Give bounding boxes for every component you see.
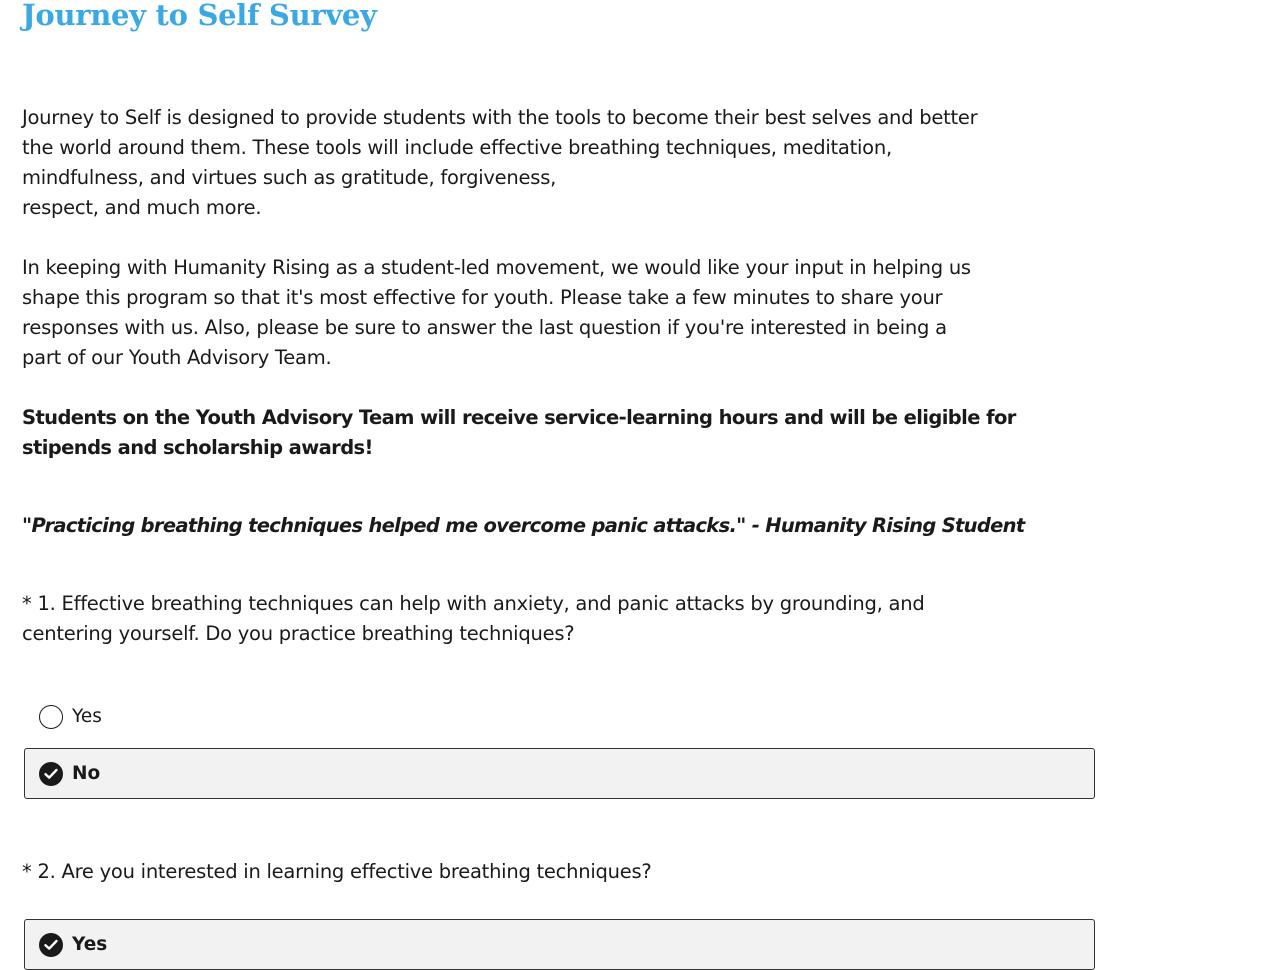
- intro-line: In keeping with Humanity Rising as a student-led movement, we would like your input in helping us: [22, 256, 971, 279]
- intro-line: part of our Youth Advisory Team.: [22, 346, 332, 369]
- intro-line: responses with us. Also, please be sure to answer the last question if you're interested in being a: [22, 316, 947, 339]
- intro-paragraph-1: [22, 103, 1097, 223]
- option-label: Yes: [72, 705, 102, 727]
- intro-line: shape this program so that it's most effective for youth. Please take a few minutes to share your: [22, 286, 943, 309]
- question-1-option-no[interactable]: [24, 748, 1095, 799]
- question-2-options: [22, 919, 1097, 970]
- question-line: * 2. Are you interested in learning effective breathing techniques?: [22, 860, 652, 883]
- intro-paragraph-2: [22, 253, 1097, 373]
- question-1-text: [22, 589, 1097, 649]
- intro-line: Journey to Self is designed to provide students with the tools to become their best selves and better: [22, 106, 978, 129]
- note-line: Students on the Youth Advisory Team will receive service-learning hours and will be eligible for: [22, 406, 1016, 429]
- survey-page: [22, 0, 1097, 970]
- student-quote: "Practicing breathing techniques helped me overcome panic attacks." - Humanity Rising Student: [22, 514, 1025, 537]
- intro-line: the world around them. These tools will include effective breathing techniques, meditation,: [22, 136, 892, 159]
- radio-circle-icon[interactable]: [39, 705, 63, 729]
- question-line: * 1. Effective breathing techniques can help with anxiety, and panic attacks by grounding, and: [22, 592, 925, 615]
- note-line: stipends and scholarship awards!: [22, 436, 373, 459]
- check-circle-icon[interactable]: [39, 933, 63, 957]
- check-circle-icon[interactable]: [39, 762, 63, 786]
- intro-line: mindfulness, and virtues such as gratitude, forgiveness,: [22, 166, 557, 189]
- question-1-options: [22, 691, 1097, 799]
- question-2-option-yes[interactable]: [24, 919, 1095, 970]
- survey-intro: [22, 103, 1097, 463]
- option-label: Yes: [72, 933, 108, 955]
- advisory-team-note: [22, 403, 1097, 463]
- question-2-text: [22, 857, 1097, 887]
- survey-title: Journey to Self Survey: [22, 0, 377, 32]
- intro-line: respect, and much more.: [22, 196, 262, 219]
- question-1-option-yes[interactable]: [24, 691, 1095, 742]
- question-line: centering yourself. Do you practice breathing techniques?: [22, 622, 575, 645]
- option-label: No: [72, 762, 101, 784]
